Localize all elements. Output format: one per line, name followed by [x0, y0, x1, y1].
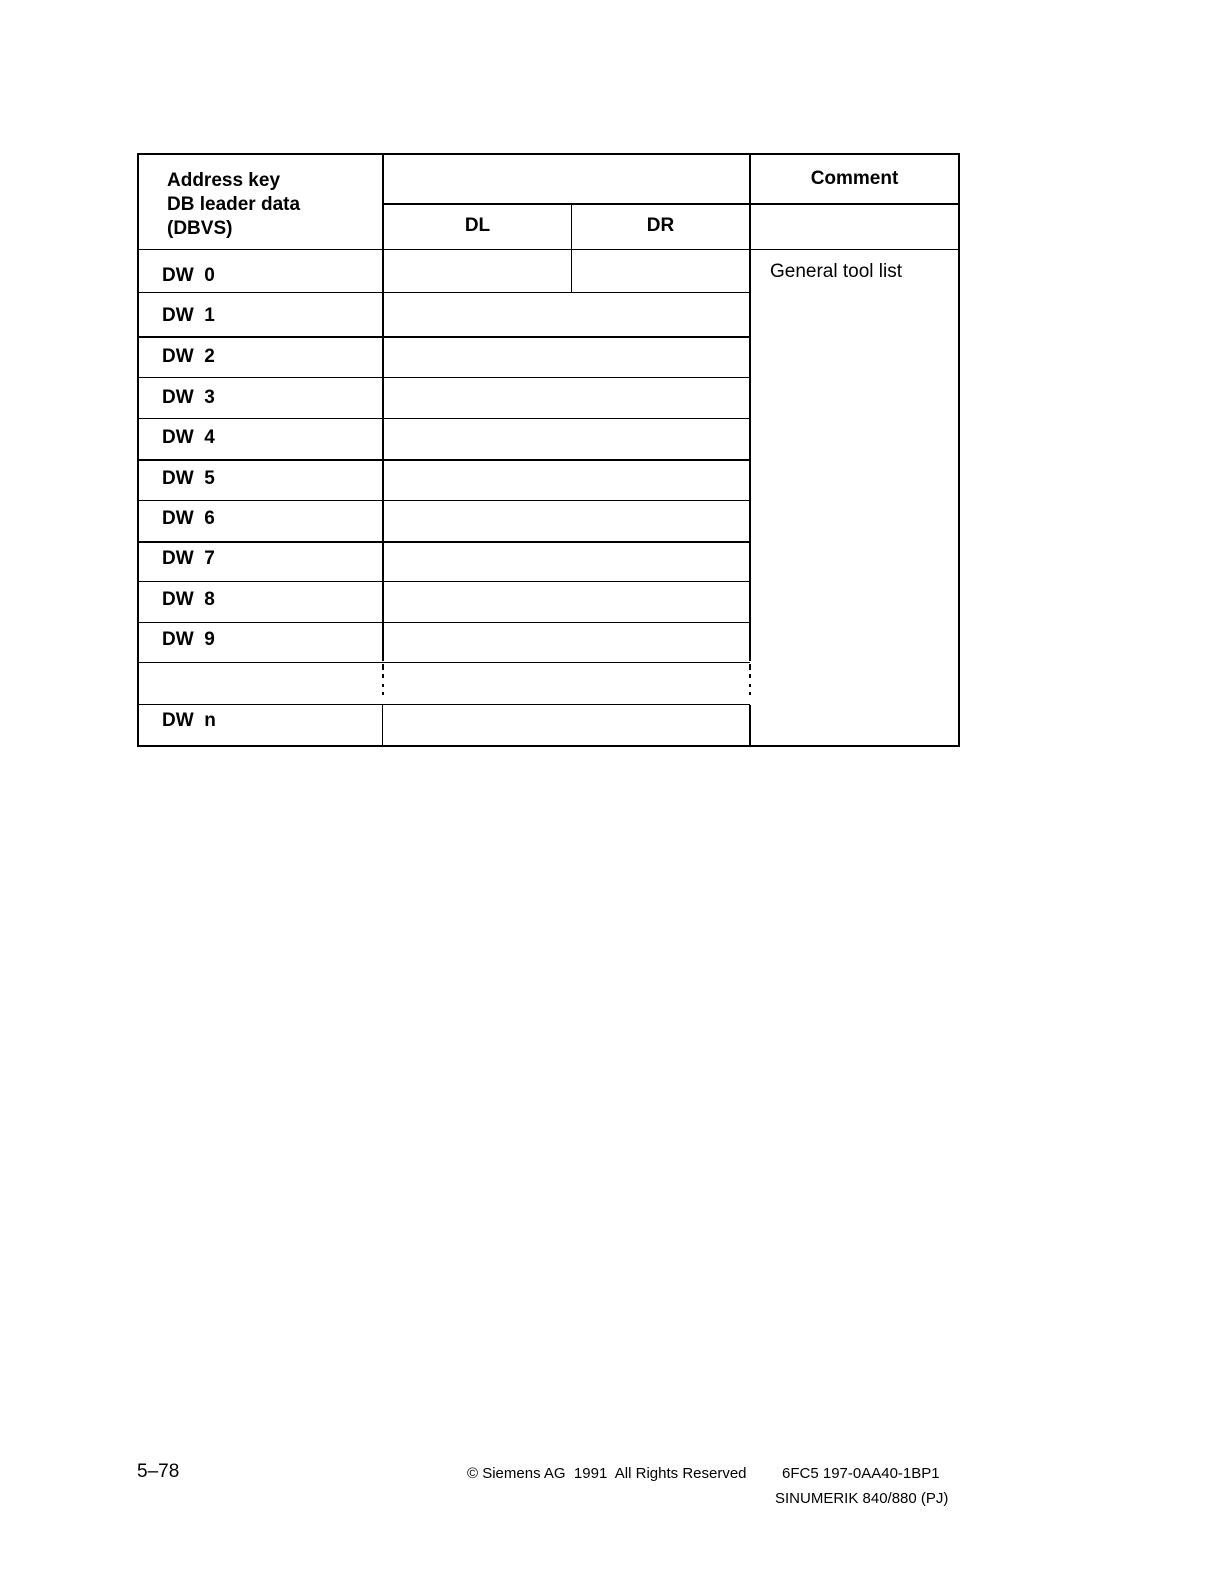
divider-row-4 [138, 459, 750, 461]
row-label-dw8: DW 8 [162, 589, 215, 610]
row-label-dwn: DW n [162, 710, 216, 731]
divider-address-column-dash-3 [382, 684, 384, 687]
divider-row-8 [138, 622, 750, 623]
divider-address-column-dash-2 [382, 674, 384, 678]
divider-row-9 [138, 662, 750, 663]
table-border-bottom [137, 745, 960, 747]
table-border-right [958, 153, 960, 747]
dl-header: DL [464, 215, 491, 236]
divider-row-0 [138, 292, 750, 293]
divider-address-column-lower [382, 705, 383, 745]
row-label-dw3: DW 3 [162, 387, 215, 408]
divider-header-sub [383, 203, 959, 205]
divider-row-6 [138, 541, 750, 543]
divider-comment-column-lower [749, 705, 751, 747]
row-label-dw4: DW 4 [162, 427, 215, 448]
row-label-dw0: DW 0 [162, 265, 215, 286]
divider-comment-column-dash-4 [749, 692, 751, 695]
order-number: 6FC5 197-0AA40-1BP1 [782, 1465, 940, 1482]
divider-address-column-dash-1 [382, 664, 384, 670]
divider-row-gap [138, 704, 750, 705]
comment-text: General tool list [770, 261, 903, 282]
divider-comment-column [749, 153, 751, 661]
divider-comment-column-dash-2 [749, 674, 751, 678]
dr-header: DR [646, 215, 675, 236]
row-label-dw9: DW 9 [162, 629, 215, 650]
divider-row-2 [138, 377, 750, 378]
row-label-dw5: DW 5 [162, 468, 215, 489]
row-label-dw1: DW 1 [162, 305, 215, 326]
divider-comment-column-dash-3 [749, 684, 751, 687]
row-label-dw2: DW 2 [162, 346, 215, 367]
row-label-dw6: DW 6 [162, 508, 215, 529]
address-key-header [167, 169, 300, 241]
address-key-line-2: DB leader data [167, 194, 301, 215]
divider-row-3 [138, 418, 750, 419]
divider-row-7 [138, 581, 750, 582]
address-key-line-3: (DBVS) [167, 218, 233, 239]
row-label-dw7: DW 7 [162, 548, 215, 569]
address-key-line-1: Address key [167, 170, 281, 191]
page-number: 5–78 [137, 1461, 180, 1482]
table-border-left [137, 153, 139, 747]
comment-header: Comment [810, 168, 899, 189]
product-name: SINUMERIK 840/880 (PJ) [775, 1490, 949, 1507]
divider-address-column-dash-4 [382, 692, 384, 695]
divider-header-bottom [138, 249, 959, 250]
divider-comment-column-dash-1 [749, 664, 751, 670]
divider-row-1 [138, 336, 750, 338]
table-border-top [137, 153, 960, 155]
divider-row-5 [138, 500, 750, 501]
copyright-notice: © Siemens AG 1991 All Rights Reserved [467, 1465, 747, 1482]
